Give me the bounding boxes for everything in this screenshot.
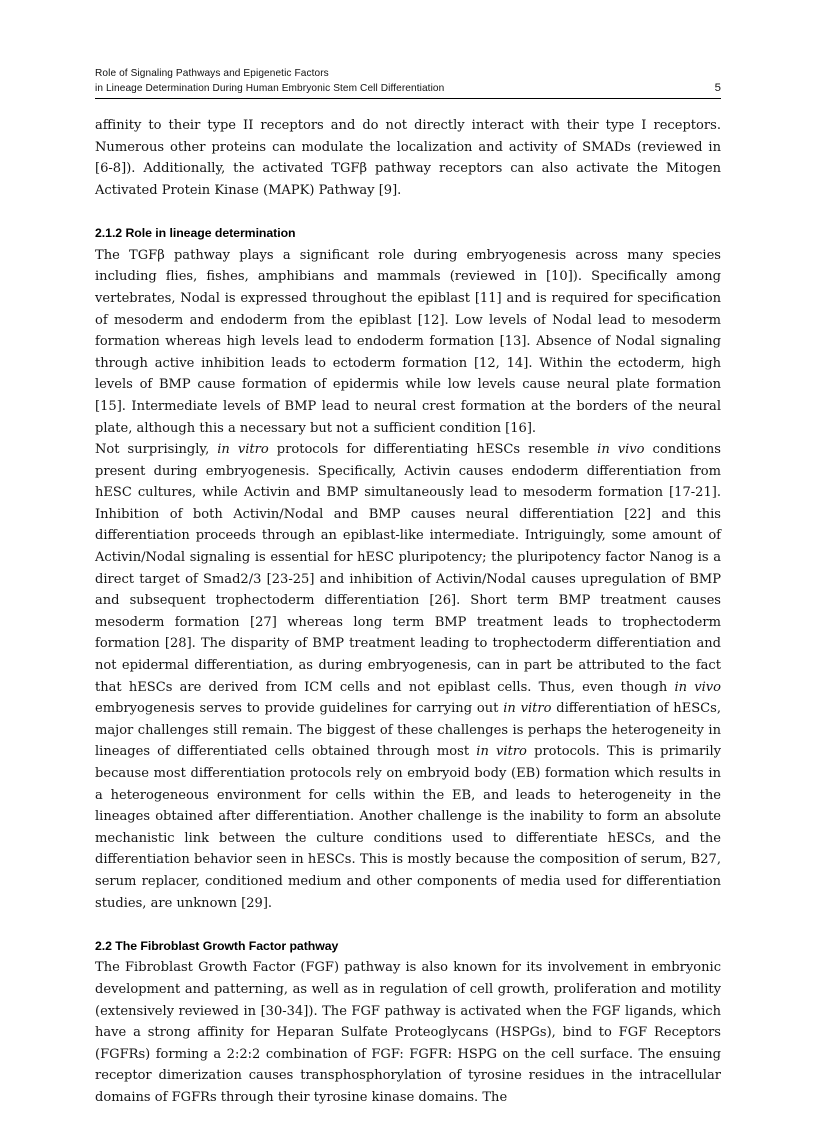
paragraph-continued: affinity to their type II receptors and do not directly interact with their type I receptors. Numerous other proteins can modulate the localization and activity of SMADs (reviewed in [6-8]). Additionally, the activated TGFβ pathway receptors can also activate the Mitogen Activated Protein Kinase (MAPK) Pathway [9]. [95, 118, 721, 198]
text-segment: conditions present during embryogenesis. Specifically, Activin causes endoderm differentiation from hESC cultures, while Activin and BMP simultaneously lead to mesoderm formation [17-21]. Inhibition of both Activin/Nodal and BMP causes neural differentiation [22] and this differentiation proceeds through an epiblast-like intermediate. Intriguingly, some amount of Activin/Nodal signaling is essential for hESC pluripotency; the pluripotency factor Nanog is a direct target of Smad2/3 [23-25] and inhibition of Activin/Nodal causes upregulation of BMP and subsequent trophectoderm differentiation [26]. Short term BMP treatment causes mesoderm formation [27] whereas long term BMP treatment leads to trophectoderm formation [28]. The disparity of BMP treatment leading to trophectoderm differentiation and not epidermal differentiation, as during embryogenesis, can in part be attributed to the fact that hESCs are derived from ICM cells and not epiblast cells. Thus, even though [95, 442, 721, 695]
text-segment: protocols. This is primarily because most differentiation protocols rely on embryoid body (EB) formation which results in a heterogeneous environment for cells within the EB, and leads to heterogeneity in the lineages obtained after differentiation. Another challenge is the inability to form an absolute mechanistic link between the culture conditions used to differentiate hESCs, and the differentiation behavior seen in hESCs. This is mostly because the composition of serum, B27, serum replacer, conditioned medium and other components of media used for differentiation studies, are unknown [29]. [95, 744, 722, 911]
page-content [95, 66, 721, 1109]
section-heading-2-2: 2.2 The Fibroblast Growth Factor pathway [95, 938, 339, 953]
paragraph-fgf-pathway: The Fibroblast Growth Factor (FGF) pathway is also known for its involvement in embryonic development and patterning, as well as in regulation of cell growth, proliferation and motility (extensively reviewed in [30-34]). The FGF pathway is activated when the FGF ligands, which have a strong affinity for Heparan Sulfate Proteoglycans (HSPGs), bind to FGF Receptors (FGFRs) forming a 2:2:2 combination of FGF: FGFR: HSPG on the cell surface. The ensuing receptor dimerization causes transphosphorylation of tyrosine residues in the intracellular domains of FGFRs through their tyrosine kinase domains. The [95, 960, 721, 1105]
italic-in-vitro: in vitro [217, 442, 269, 458]
page-number: 5 [714, 82, 721, 95]
body-text [95, 115, 721, 1108]
running-header-line-1: Role of Signaling Pathways and Epigenetic Factors [95, 68, 329, 79]
italic-in-vitro: in vitro [476, 744, 527, 760]
running-header [95, 66, 721, 99]
text-segment: Not surprisingly, [95, 442, 218, 458]
italic-in-vitro: in vitro [503, 701, 552, 717]
paragraph-tgfb-lineage: The TGFβ pathway plays a significant role during embryogenesis across many species including flies, fishes, amphibians and mammals (reviewed in [10]). Specifically among vertebrates, Nodal is expressed throughout the epiblast [11] and is required for specification of mesoderm and endoderm from the epiblast [12]. Low levels of Nodal lead to mesoderm formation whereas high levels lead to endoderm formation [13]. Absence of Nodal signaling through active inhibition leads to ectoderm formation [12, 14]. Within the ectoderm, high levels of BMP cause formation of epidermis while low levels cause neural plate formation [15]. Intermediate levels of BMP lead to neural crest formation at the borders of the neural plate, although this a necessary but not a sufficient condition [16]. [95, 247, 721, 436]
paragraph-in-vitro-protocols [95, 439, 721, 914]
text-segment: protocols for differentiating hESCs resemble [268, 442, 598, 458]
running-header-line-2: in Lineage Determination During Human Embryonic Stem Cell Differentiation [95, 83, 445, 95]
italic-in-vivo: in vivo [597, 442, 645, 458]
section-heading-2-1-2: 2.1.2 Role in lineage determination [95, 226, 296, 241]
text-segment: embryogenesis serves to provide guidelines for carrying out [95, 701, 504, 717]
text-segment: differentiation of hESCs, major challenges still remain. The biggest of these challenges is perhaps the heterogeneity in lineages of differentiated cells obtained through most [95, 701, 721, 760]
italic-in-vivo: in vivo [674, 679, 721, 695]
